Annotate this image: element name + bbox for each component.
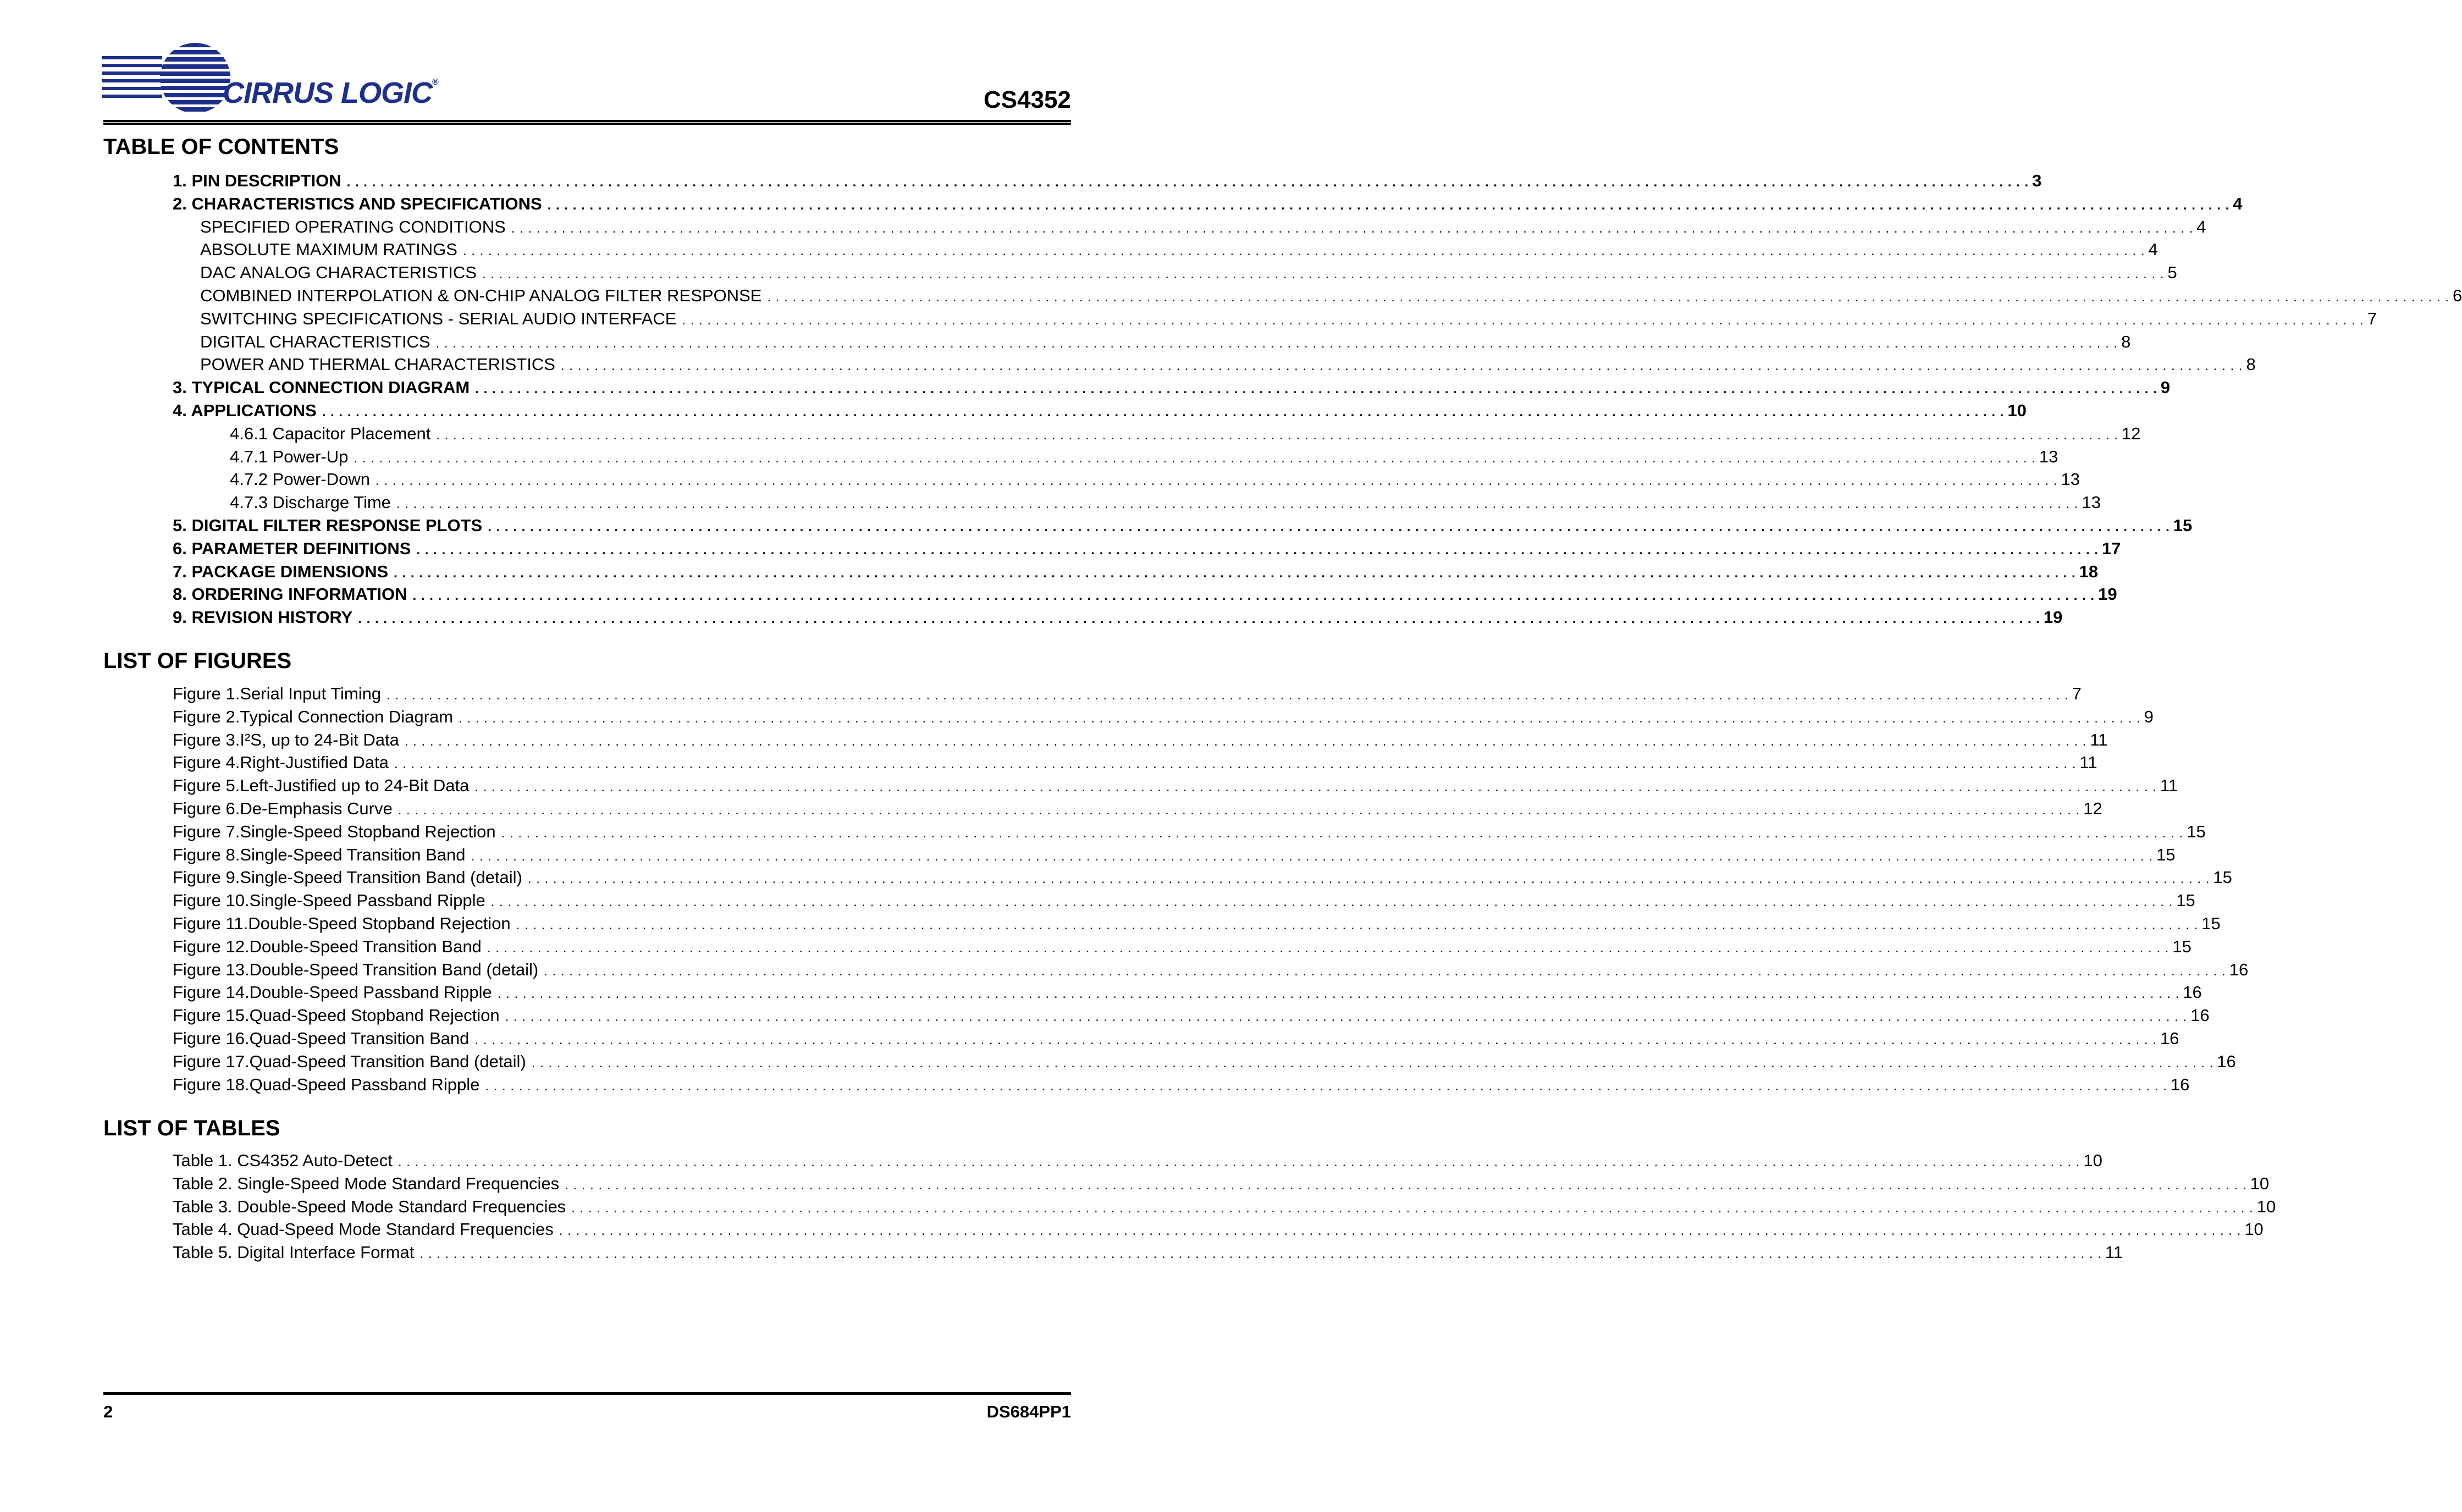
entry-label: DIGITAL CHARACTERISTICS xyxy=(200,332,430,351)
entry-page-number: 15 xyxy=(2176,891,2195,910)
entry-label: Table 2. Single-Speed Mode Standard Frequencies xyxy=(173,1173,560,1193)
entry-label: Figure 6.De-Emphasis Curve xyxy=(173,799,393,818)
dot-leader: . . . . . . . . . . . . . . . . . . . . . . . . . . . . . . . . . . . . . . . . . . . . . . . . . . . . . . . . . . . . . . . . . . . . . . . . . . . . . . . . . . . . . . . . . . . . . . . . . . . . . . . . . . . . . . . . . . . . . . . . . . . . . . . . . . . . . . . . . . . . . . . . . . . . . . . . . . . . . . . . . . . . . . . . . . . . . . . . . . . . . . . . . . . . . . . . . . . . . . . . xyxy=(485,1078,2167,1094)
entry-label: Figure 11.Double-Speed Stopband Rejection xyxy=(173,914,511,933)
dot-leader: . . . . . . . . . . . . . . . . . . . . . . . . . . . . . . . . . . . . . . . . . . . . . . . . . . . . . . . . . . . . . . . . . . . . . . . . . . . . . . . . . . . . . . . . . . . . . . . . . . . . . . . . . . . . . . . . . . . . . . . . . . . . . . . . . . . . . . . . . . . . . . . . . . . . . . . . . . . . . . . . . . . . . . . . . . . . . . . . . . . . . . . . . . . . . . . . . . . . . . . . xyxy=(404,733,2087,749)
entry-label: Figure 2.Typical Connection Diagram xyxy=(173,707,454,726)
entry-page-number: 7 xyxy=(2072,684,2082,703)
toc-entry[interactable] xyxy=(173,752,2097,775)
entry-label: ABSOLUTE MAXIMUM RATINGS xyxy=(200,240,457,260)
dot-leader: . . . . . . . . . . . . . . . . . . . . . . . . . . . . . . . . . . . . . . . . . . . . . . . . . . . . . . . . . . . . . . . . . . . . . . . . . . . . . . . . . . . . . . . . . . . . . . . . . . . . . . . . . . . . . . . . . . . . . . . . . . . . . . . . . . . . . . . . . . . . . . . . . . . . . . . . . . . . . . . . . . . . . . . . . . . . . . . . . . . . . . . . . . . . . . . . . . . . . . . . xyxy=(474,780,2157,795)
toc-entry[interactable] xyxy=(173,982,2202,1005)
toc-entry[interactable] xyxy=(173,1196,2276,1219)
dot-leader: . . . . . . . . . . . . . . . . . . . . . . . . . . . . . . . . . . . . . . . . . . . . . . . . . . . . . . . . . . . . . . . . . . . . . . . . . . . . . . . . . . . . . . . . . . . . . . . . . . . . . . . . . . . . . . . . . . . . . . . . . . . . . . . . . . . . . . . . . . . . . . . . . . . . . . . . . . . . . . . . . . . . . . . . . . . . . . . . . . . . . . . . . . . . . . . . . . . . . . . . xyxy=(497,986,2180,1002)
toc-entry[interactable] xyxy=(173,867,2232,890)
entry-label: Figure 9.Single-Speed Transition Band (detail) xyxy=(173,868,522,887)
entry-page-number: 10 xyxy=(2244,1219,2264,1239)
entry-page-number: 15 xyxy=(2172,936,2191,956)
entry-label: 7. PACKAGE DIMENSIONS xyxy=(173,561,389,581)
cirrus-logic-logo xyxy=(102,38,443,115)
logo-wordmark: CIRRUS LOGIC® xyxy=(223,76,438,109)
entry-page-number: 16 xyxy=(2229,959,2249,979)
entry-page-number: 4 xyxy=(2233,194,2243,213)
dot-leader: . . . . . . . . . . . . . . . . . . . . . . . . . . . . . . . . . . . . . . . . . . . . . . . . . . . . . . . . . . . . . . . . . . . . . . . . . . . . . . . . . . . . . . . . . . . . . . . . . . . . . . . . . . . . . . . . . . . . . . . . . . . . . . . . . . . . . . . . . . . . . . . . . . . . . . . . . . . . . . . . . . . . . . . . . . . . . . . . . . . . . . . . . . . . . . . . . . . . . . . . xyxy=(419,1246,2102,1262)
toc-entry[interactable] xyxy=(173,607,2063,630)
entry-page-number: 10 xyxy=(2083,1151,2102,1170)
toc-entry[interactable] xyxy=(173,936,2191,959)
dot-leader: . . . . . . . . . . . . . . . . . . . . . . . . . . . . . . . . . . . . . . . . . . . . . . . . . . . . . . . . . . . . . . . . . . . . . . . . . . . . . . . . . . . . . . . . . . . . . . . . . . . . . . . . . . . . . . . . . . . . . . . . . . . . . . . . . . . . . . . . . . . . . . . . . . . . . . . . . . . . . . . . . . . . . . . . . . . . . . . . . . . . . . . . . . . . . . . . . . . . . . . . xyxy=(571,1200,2254,1216)
dot-leader: . . . . . . . . . . . . . . . . . . . . . . . . . . . . . . . . . . . . . . . . . . . . . . . . . . . . . . . . . . . . . . . . . . . . . . . . . . . . . . . . . . . . . . . . . . . . . . . . . . . . . . . . . . . . . . . . . . . . . . . . . . . . . . . . . . . . . . . . . . . . . . . . . . . . . . . . . . . . . . . . . . . . . . . . . . . . . . . . . . . . . . . . . . . . . . . . . . . . . . . . xyxy=(544,963,2226,979)
entry-page-number: 8 xyxy=(2121,332,2131,351)
entry-page-number: 17 xyxy=(2102,538,2121,558)
entry-page-number: 19 xyxy=(2098,584,2117,604)
toc-entry[interactable] xyxy=(173,959,2249,982)
toc-entry[interactable] xyxy=(200,217,2206,239)
toc-entry[interactable] xyxy=(200,308,2377,331)
entry-page-number: 16 xyxy=(2217,1051,2236,1071)
entry-page-number: 11 xyxy=(2079,753,2097,772)
entry-label: Figure 8.Single-Speed Transition Band xyxy=(173,845,466,864)
entry-page-number: 16 xyxy=(2183,983,2202,1002)
page-number: 2 xyxy=(103,1402,113,1421)
entry-page-number: 15 xyxy=(2156,845,2176,864)
toc-entry[interactable] xyxy=(173,1074,2190,1097)
entry-label: Table 1. CS4352 Auto-Detect xyxy=(173,1151,393,1170)
dot-leader: . . . . . . . . . . . . . . . . . . . . . . . . . . . . . . . . . . . . . . . . . . . . . . . . . . . . . . . . . . . . . . . . . . . . . . . . . . . . . . . . . . . . . . . . . . . . . . . . . . . . . . . . . . . . . . . . . . . . . . . . . . . . . . . . . . . . . . . . . . . . . . . . . . . . . . . . . . . . . . . . . . . . . . . . . . . . . . . . . . . . . . . . . . . . . . . . . . . . . . . . xyxy=(482,267,2165,282)
toc-entry[interactable] xyxy=(173,683,2082,706)
toc-entry[interactable] xyxy=(173,400,2027,423)
dot-leader: . . . . . . . . . . . . . . . . . . . . . . . . . . . . . . . . . . . . . . . . . . . . . . . . . . . . . . . . . . . . . . . . . . . . . . . . . . . . . . . . . . . . . . . . . . . . . . . . . . . . . . . . . . . . . . . . . . . . . . . . . . . . . . . . . . . . . . . . . . . . . . . . . . . . . . . . . . . . . . . . . . . . . . . . . . . . . . . . . . . . . . . . . . . . . . . . . . . . . . . . xyxy=(511,220,2194,236)
entry-page-number: 6 xyxy=(2453,286,2462,305)
dot-leader: . . . . . . . . . . . . . . . . . . . . . . . . . . . . . . . . . . . . . . . . . . . . . . . . . . . . . . . . . . . . . . . . . . . . . . . . . . . . . . . . . . . . . . . . . . . . . . . . . . . . . . . . . . . . . . . . . . . . . . . . . . . . . . . . . . . . . . . . . . . . . . . . . . . . . . . . . . . . . . . . . . . . . . . . . . . . . . . . . . . . . . . . . . . . . . . . . . . . . . . . xyxy=(490,895,2173,910)
entry-label: 8. ORDERING INFORMATION xyxy=(173,584,407,604)
toc-entry[interactable] xyxy=(200,239,2158,262)
entry-label: 4. APPLICATIONS xyxy=(173,401,317,420)
toc-entry[interactable] xyxy=(173,377,2171,400)
toc-entry[interactable] xyxy=(173,1242,2123,1265)
entry-label: COMBINED INTERPOLATION & ON-CHIP ANALOG FILTER RESPONSE xyxy=(200,286,762,305)
entry-label: Figure 14.Double-Speed Passband Ripple xyxy=(173,983,492,1002)
entry-page-number: 5 xyxy=(2167,263,2177,283)
dot-leader: . . . . . . . . . . . . . . . . . . . . . . . . . . . . . . . . . . . . . . . . . . . . . . . . . . . . . . . . . . . . . . . . . . . . . . . . . . . . . . . . . . . . . . . . . . . . . . . . . . . . . . . . . . . . . . . . . . . . . . . . . . . . . . . . . . . . . . . . . . . . . . . . . . . . . . . . . . . . . . . . . . . . . . . . . . . . . . . . . . . . . . . . . . . . . . . . . . . . . . . . xyxy=(474,1033,2157,1047)
entry-page-number: 19 xyxy=(2043,608,2063,627)
entry-label: Table 5. Digital Interface Format xyxy=(173,1243,415,1262)
entry-label: Table 4. Quad-Speed Mode Standard Frequencies xyxy=(173,1219,554,1239)
toc-entry[interactable] xyxy=(173,194,2243,216)
dot-leader: . . . . . . . . . . . . . . . . . . . . . . . . . . . . . . . . . . . . . . . . . . . . . . . . . . . . . . . . . . . . . . . . . . . . . . . . . . . . . . . . . . . . . . . . . . . . . . . . . . . . . . . . . . . . . . . . . . . . . . . . . . . . . . . . . . . . . . . . . . . . . . . . . . . . . . . . . . . . . . . . . . . . . . . . . . . . . . . . . . . . . . . . . . . . . . . . . . . . . . . . xyxy=(547,197,2230,213)
dot-leader: . . . . . . . . . . . . . . . . . . . . . . . . . . . . . . . . . . . . . . . . . . . . . . . . . . . . . . . . . . . . . . . . . . . . . . . . . . . . . . . . . . . . . . . . . . . . . . . . . . . . . . . . . . . . . . . . . . . . . . . . . . . . . . . . . . . . . . . . . . . . . . . . . . . . . . . . . . . . . . . . . . . . . . . . . . . . . . . . . . . . . . . . . . . . . . . . . . . . . . . . xyxy=(459,710,2141,726)
entry-label: Figure 13.Double-Speed Transition Band (detail) xyxy=(173,959,539,979)
dot-leader: . . . . . . . . . . . . . . . . . . . . . . . . . . . . . . . . . . . . . . . . . . . . . . . . . . . . . . . . . . . . . . . . . . . . . . . . . . . . . . . . . . . . . . . . . . . . . . . . . . . . . . . . . . . . . . . . . . . . . . . . . . . . . . . . . . . . . . . . . . . . . . . . . . . . . . . . . . . . . . . . . . . . . . . . . . . . . . . . . . . . . . . . . . . . . . . . . . . . . . . . xyxy=(435,335,2118,351)
entry-page-number: 11 xyxy=(2105,1243,2123,1262)
dot-leader: . . . . . . . . . . . . . . . . . . . . . . . . . . . . . . . . . . . . . . . . . . . . . . . . . . . . . . . . . . . . . . . . . . . . . . . . . . . . . . . . . . . . . . . . . . . . . . . . . . . . . . . . . . . . . . . . . . . . . . . . . . . . . . . . . . . . . . . . . . . . . . . . . . . . . . . . . . . . . . . . . . . . . . . . . . . . . . . . . . . . . . . . . . . . . . . . . . . . . . . . xyxy=(396,496,2079,512)
dot-leader: . . . . . . . . . . . . . . . . . . . . . . . . . . . . . . . . . . . . . . . . . . . . . . . . . . . . . . . . . . . . . . . . . . . . . . . . . . . . . . . . . . . . . . . . . . . . . . . . . . . . . . . . . . . . . . . . . . . . . . . . . . . . . . . . . . . . . . . . . . . . . . . . . . . . . . . . . . . . . . . . . . . . . . . . . . . . . . . . . . . . . . . . . . . . . . . . . . . . . . . . xyxy=(471,848,2154,864)
toc-entry[interactable] xyxy=(173,1219,2264,1241)
entry-label: POWER AND THERMAL CHARACTERISTICS xyxy=(200,355,555,374)
dot-leader: . . . . . . . . . . . . . . . . . . . . . . . . . . . . . . . . . . . . . . . . . . . . . . . . . . . . . . . . . . . . . . . . . . . . . . . . . . . . . . . . . . . . . . . . . . . . . . . . . . . . . . . . . . . . . . . . . . . . . . . . . . . . . . . . . . . . . . . . . . . . . . . . . . . . . . . . . . . . . . . . . . . . . . . . . . . . . . . . . . . . . . . . . . . . . . . . . . . . . . . . xyxy=(416,542,2099,558)
figures-heading: LIST OF FIGURES xyxy=(103,649,292,673)
toc-entry[interactable] xyxy=(200,354,2256,377)
entry-page-number: 13 xyxy=(2082,493,2101,512)
entry-page-number: 9 xyxy=(2160,378,2171,398)
entry-page-number: 10 xyxy=(2007,401,2027,420)
dot-leader: . . . . . . . . . . . . . . . . . . . . . . . . . . . . . . . . . . . . . . . . . . . . . . . . . . . . . . . . . . . . . . . . . . . . . . . . . . . . . . . . . . . . . . . . . . . . . . . . . . . . . . . . . . . . . . . . . . . . . . . . . . . . . . . . . . . . . . . . . . . . . . . . . . . . . . . . . . . . . . . . . . . . . . . . . . . . . . . . . . . . . . . . . . . . . . . . . . . . . . . . xyxy=(346,175,2029,190)
dot-leader: . . . . . . . . . . . . . . . . . . . . . . . . . . . . . . . . . . . . . . . . . . . . . . . . . . . . . . . . . . . . . . . . . . . . . . . . . . . . . . . . . . . . . . . . . . . . . . . . . . . . . . . . . . . . . . . . . . . . . . . . . . . . . . . . . . . . . . . . . . . . . . . . . . . . . . . . . . . . . . . . . . . . . . . . . . . . . . . . . . . . . . . . . . . . . . . . . . . . . . . . xyxy=(531,1055,2214,1070)
entry-page-number: 15 xyxy=(2187,821,2206,841)
entry-page-number: 15 xyxy=(2173,516,2193,535)
toc-entry[interactable] xyxy=(173,913,2221,936)
entry-page-number: 13 xyxy=(2039,446,2058,466)
toc-entry[interactable] xyxy=(173,538,2121,561)
header-rule xyxy=(103,120,1071,125)
entry-label: Figure 16.Quad-Speed Transition Band xyxy=(173,1029,470,1048)
toc-entry[interactable] xyxy=(173,584,2117,606)
cirrus-logo-icon xyxy=(102,38,234,115)
footer-document-code: DS684PP1 xyxy=(986,1402,1071,1421)
entry-label: 3. TYPICAL CONNECTION DIAGRAM xyxy=(173,378,470,398)
tables-heading: LIST OF TABLES xyxy=(103,1116,280,1140)
toc-entry[interactable] xyxy=(173,1005,2210,1028)
document-id: CS4352 xyxy=(983,86,1071,113)
toc-entry[interactable] xyxy=(230,469,2080,492)
entry-page-number: 16 xyxy=(2170,1074,2190,1094)
entry-label: Figure 4.Right-Justified Data xyxy=(173,753,389,772)
dot-leader: . . . . . . . . . . . . . . . . . . . . . . . . . . . . . . . . . . . . . . . . . . . . . . . . . . . . . . . . . . . . . . . . . . . . . . . . . . . . . . . . . . . . . . . . . . . . . . . . . . . . . . . . . . . . . . . . . . . . . . . . . . . . . . . . . . . . . . . . . . . . . . . . . . . . . . . . . . . . . . . . . . . . . . . . . . . . . . . . . . . . . . . . . . . . . . . . . . . . . . . . xyxy=(559,1223,2242,1239)
entry-page-number: 9 xyxy=(2144,707,2154,726)
toc-entry[interactable] xyxy=(173,170,2042,193)
dot-leader: . . . . . . . . . . . . . . . . . . . . . . . . . . . . . . . . . . . . . . . . . . . . . . . . . . . . . . . . . . . . . . . . . . . . . . . . . . . . . . . . . . . . . . . . . . . . . . . . . . . . . . . . . . . . . . . . . . . . . . . . . . . . . . . . . . . . . . . . . . . . . . . . . . . . . . . . . . . . . . . . . . . . . . . . . . . . . . . . . . . . . . . . . . . . . . . . . . . . . . . . xyxy=(398,1155,2080,1169)
entry-label: Figure 12.Double-Speed Transition Band xyxy=(173,936,482,956)
dot-leader: . . . . . . . . . . . . . . . . . . . . . . . . . . . . . . . . . . . . . . . . . . . . . . . . . . . . . . . . . . . . . . . . . . . . . . . . . . . . . . . . . . . . . . . . . . . . . . . . . . . . . . . . . . . . . . . . . . . . . . . . . . . . . . . . . . . . . . . . . . . . . . . . . . . . . . . . . . . . . . . . . . . . . . . . . . . . . . . . . . . . . . . . . . . . . . . . . . . . . . . . xyxy=(394,565,2076,581)
toc-entry[interactable] xyxy=(173,845,2176,867)
dot-leader: . . . . . . . . . . . . . . . . . . . . . . . . . . . . . . . . . . . . . . . . . . . . . . . . . . . . . . . . . . . . . . . . . . . . . . . . . . . . . . . . . . . . . . . . . . . . . . . . . . . . . . . . . . . . . . . . . . . . . . . . . . . . . . . . . . . . . . . . . . . . . . . . . . . . . . . . . . . . . . . . . . . . . . . . . . . . . . . . . . . . . . . . . . . . . . . . . . . . . . . . xyxy=(394,757,2077,772)
dot-leader: . . . . . . . . . . . . . . . . . . . . . . . . . . . . . . . . . . . . . . . . . . . . . . . . . . . . . . . . . . . . . . . . . . . . . . . . . . . . . . . . . . . . . . . . . . . . . . . . . . . . . . . . . . . . . . . . . . . . . . . . . . . . . . . . . . . . . . . . . . . . . . . . . . . . . . . . . . . . . . . . . . . . . . . . . . . . . . . . . . . . . . . . . . . . . . . . . . . . . . . . xyxy=(488,520,2170,534)
dot-leader: . . . . . . . . . . . . . . . . . . . . . . . . . . . . . . . . . . . . . . . . . . . . . . . . . . . . . . . . . . . . . . . . . . . . . . . . . . . . . . . . . . . . . . . . . . . . . . . . . . . . . . . . . . . . . . . . . . . . . . . . . . . . . . . . . . . . . . . . . . . . . . . . . . . . . . . . . . . . . . . . . . . . . . . . . . . . . . . . . . . . . . . . . . . . . . . . . . . . . . . . xyxy=(358,611,2040,627)
entry-label: Figure 5.Left-Justified up to 24-Bit Data xyxy=(173,776,470,796)
entry-label: SPECIFIED OPERATING CONDITIONS xyxy=(200,217,506,236)
dot-leader: . . . . . . . . . . . . . . . . . . . . . . . . . . . . . . . . . . . . . . . . . . . . . . . . . . . . . . . . . . . . . . . . . . . . . . . . . . . . . . . . . . . . . . . . . . . . . . . . . . . . . . . . . . . . . . . . . . . . . . . . . . . . . . . . . . . . . . . . . . . . . . . . . . . . . . . . . . . . . . . . . . . . . . . . . . . . . . . . . . . . . . . . . . . . . . . . . . . . . . . . xyxy=(436,427,2118,443)
entry-page-number: 4 xyxy=(2148,240,2158,260)
entry-page-number: 7 xyxy=(2367,308,2377,328)
entry-label: 4.7.3 Discharge Time xyxy=(230,493,391,512)
toc-entry[interactable] xyxy=(173,890,2195,913)
entry-label: 4.6.1 Capacitor Placement xyxy=(230,423,431,443)
toc-entry[interactable] xyxy=(173,775,2178,798)
toc-entry[interactable] xyxy=(200,285,2462,308)
toc-entry[interactable] xyxy=(173,1173,2270,1196)
dot-leader: . . . . . . . . . . . . . . . . . . . . . . . . . . . . . . . . . . . . . . . . . . . . . . . . . . . . . . . . . . . . . . . . . . . . . . . . . . . . . . . . . . . . . . . . . . . . . . . . . . . . . . . . . . . . . . . . . . . . . . . . . . . . . . . . . . . . . . . . . . . . . . . . . . . . . . . . . . . . . . . . . . . . . . . . . . . . . . . . . . . . . . . . . . . . . . . . . . . . . . . . xyxy=(376,473,2058,489)
entry-label: SWITCHING SPECIFICATIONS - SERIAL AUDIO INTERFACE xyxy=(200,308,677,328)
toc-entry[interactable] xyxy=(173,1150,2102,1173)
entry-page-number: 12 xyxy=(2121,423,2141,443)
entry-label: 9. REVISION HISTORY xyxy=(173,608,353,627)
entry-page-number: 10 xyxy=(2250,1173,2270,1193)
toc-entry[interactable] xyxy=(230,423,2141,446)
dot-leader: . . . . . . . . . . . . . . . . . . . . . . . . . . . . . . . . . . . . . . . . . . . . . . . . . . . . . . . . . . . . . . . . . . . . . . . . . . . . . . . . . . . . . . . . . . . . . . . . . . . . . . . . . . . . . . . . . . . . . . . . . . . . . . . . . . . . . . . . . . . . . . . . . . . . . . . . . . . . . . . . . . . . . . . . . . . . . . . . . . . . . . . . . . . . . . . . . . . . . . . . xyxy=(501,825,2184,841)
entry-page-number: 12 xyxy=(2083,799,2102,818)
entry-page-number: 15 xyxy=(2201,914,2221,933)
entry-label: DAC ANALOG CHARACTERISTICS xyxy=(200,263,477,283)
dot-leader: . . . . . . . . . . . . . . . . . . . . . . . . . . . . . . . . . . . . . . . . . . . . . . . . . . . . . . . . . . . . . . . . . . . . . . . . . . . . . . . . . . . . . . . . . . . . . . . . . . . . . . . . . . . . . . . . . . . . . . . . . . . . . . . . . . . . . . . . . . . . . . . . . . . . . . . . . . . . . . . . . . . . . . . . . . . . . . . . . . . . . . . . . . . . . . . . . . . . . . . . xyxy=(412,588,2095,604)
dot-leader: . . . . . . . . . . . . . . . . . . . . . . . . . . . . . . . . . . . . . . . . . . . . . . . . . . . . . . . . . . . . . . . . . . . . . . . . . . . . . . . . . . . . . . . . . . . . . . . . . . . . . . . . . . . . . . . . . . . . . . . . . . . . . . . . . . . . . . . . . . . . . . . . . . . . . . . . . . . . . . . . . . . . . . . . . . . . . . . . . . . . . . . . . . . . . . . . . . . . . . . . xyxy=(462,244,2145,259)
dot-leader: . . . . . . . . . . . . . . . . . . . . . . . . . . . . . . . . . . . . . . . . . . . . . . . . . . . . . . . . . . . . . . . . . . . . . . . . . . . . . . . . . . . . . . . . . . . . . . . . . . . . . . . . . . . . . . . . . . . . . . . . . . . . . . . . . . . . . . . . . . . . . . . . . . . . . . . . . . . . . . . . . . . . . . . . . . . . . . . . . . . . . . . . . . . . . . . . . . . . . . . . xyxy=(505,1009,2188,1025)
dot-leader: . . . . . . . . . . . . . . . . . . . . . . . . . . . . . . . . . . . . . . . . . . . . . . . . . . . . . . . . . . . . . . . . . . . . . . . . . . . . . . . . . . . . . . . . . . . . . . . . . . . . . . . . . . . . . . . . . . . . . . . . . . . . . . . . . . . . . . . . . . . . . . . . . . . . . . . . . . . . . . . . . . . . . . . . . . . . . . . . . . . . . . . . . . . . . . . . . . . . . . . . xyxy=(565,1177,2247,1193)
dot-leader: . . . . . . . . . . . . . . . . . . . . . . . . . . . . . . . . . . . . . . . . . . . . . . . . . . . . . . . . . . . . . . . . . . . . . . . . . . . . . . . . . . . . . . . . . . . . . . . . . . . . . . . . . . . . . . . . . . . . . . . . . . . . . . . . . . . . . . . . . . . . . . . . . . . . . . . . . . . . . . . . . . . . . . . . . . . . . . . . . . . . . . . . . . . . . . . . . . . . . . . . xyxy=(767,290,2449,305)
toc-entry[interactable] xyxy=(173,561,2099,584)
toc-entry[interactable] xyxy=(173,707,2154,729)
entry-label: 5. DIGITAL FILTER RESPONSE PLOTS xyxy=(173,516,483,535)
entry-label: Figure 17.Quad-Speed Transition Band (detail) xyxy=(173,1051,526,1071)
dot-leader: . . . . . . . . . . . . . . . . . . . . . . . . . . . . . . . . . . . . . . . . . . . . . . . . . . . . . . . . . . . . . . . . . . . . . . . . . . . . . . . . . . . . . . . . . . . . . . . . . . . . . . . . . . . . . . . . . . . . . . . . . . . . . . . . . . . . . . . . . . . . . . . . . . . . . . . . . . . . . . . . . . . . . . . . . . . . . . . . . . . . . . . . . . . . . . . . . . . . . . . . xyxy=(527,871,2210,887)
dot-leader: . . . . . . . . . . . . . . . . . . . . . . . . . . . . . . . . . . . . . . . . . . . . . . . . . . . . . . . . . . . . . . . . . . . . . . . . . . . . . . . . . . . . . . . . . . . . . . . . . . . . . . . . . . . . . . . . . . . . . . . . . . . . . . . . . . . . . . . . . . . . . . . . . . . . . . . . . . . . . . . . . . . . . . . . . . . . . . . . . . . . . . . . . . . . . . . . . . . . . . . . xyxy=(475,382,2157,397)
entry-page-number: 15 xyxy=(2213,868,2232,887)
toc-entry[interactable] xyxy=(173,798,2102,821)
toc-entry[interactable] xyxy=(173,1028,2179,1051)
toc-entry[interactable] xyxy=(200,332,2131,354)
entry-label: Figure 3.I²S, up to 24-Bit Data xyxy=(173,730,399,749)
toc-heading: TABLE OF CONTENTS xyxy=(103,135,339,159)
entry-page-number: 16 xyxy=(2160,1029,2179,1048)
dot-leader: . . . . . . . . . . . . . . . . . . . . . . . . . . . . . . . . . . . . . . . . . . . . . . . . . . . . . . . . . . . . . . . . . . . . . . . . . . . . . . . . . . . . . . . . . . . . . . . . . . . . . . . . . . . . . . . . . . . . . . . . . . . . . . . . . . . . . . . . . . . . . . . . . . . . . . . . . . . . . . . . . . . . . . . . . . . . . . . . . . . . . . . . . . . . . . . . . . . . . . . . xyxy=(354,450,2036,466)
dot-leader: . . . . . . . . . . . . . . . . . . . . . . . . . . . . . . . . . . . . . . . . . . . . . . . . . . . . . . . . . . . . . . . . . . . . . . . . . . . . . . . . . . . . . . . . . . . . . . . . . . . . . . . . . . . . . . . . . . . . . . . . . . . . . . . . . . . . . . . . . . . . . . . . . . . . . . . . . . . . . . . . . . . . . . . . . . . . . . . . . . . . . . . . . . . . . . . . . . . . . . . . xyxy=(387,688,2069,703)
entry-page-number: 10 xyxy=(2256,1196,2276,1216)
entry-label: Figure 7.Single-Speed Stopband Rejection xyxy=(173,821,496,841)
toc-entry[interactable] xyxy=(173,821,2206,844)
entry-page-number: 16 xyxy=(2190,1006,2210,1025)
dot-leader: . . . . . . . . . . . . . . . . . . . . . . . . . . . . . . . . . . . . . . . . . . . . . . . . . . . . . . . . . . . . . . . . . . . . . . . . . . . . . . . . . . . . . . . . . . . . . . . . . . . . . . . . . . . . . . . . . . . . . . . . . . . . . . . . . . . . . . . . . . . . . . . . . . . . . . . . . . . . . . . . . . . . . . . . . . . . . . . . . . . . . . . . . . . . . . . . . . . . . . . . xyxy=(560,358,2243,374)
entry-label: Table 3. Double-Speed Mode Standard Frequencies xyxy=(173,1196,566,1216)
entry-label: 2. CHARACTERISTICS AND SPECIFICATIONS xyxy=(173,194,542,213)
entry-label: 6. PARAMETER DEFINITIONS xyxy=(173,538,411,558)
entry-page-number: 8 xyxy=(2246,355,2256,374)
entry-page-number: 4 xyxy=(2196,217,2206,236)
entry-page-number: 13 xyxy=(2061,470,2080,489)
dot-leader: . . . . . . . . . . . . . . . . . . . . . . . . . . . . . . . . . . . . . . . . . . . . . . . . . . . . . . . . . . . . . . . . . . . . . . . . . . . . . . . . . . . . . . . . . . . . . . . . . . . . . . . . . . . . . . . . . . . . . . . . . . . . . . . . . . . . . . . . . . . . . . . . . . . . . . . . . . . . . . . . . . . . . . . . . . . . . . . . . . . . . . . . . . . . . . . . . . . . . . . . xyxy=(682,312,2364,328)
toc-entry[interactable] xyxy=(230,492,2101,515)
toc-entry[interactable] xyxy=(173,515,2193,538)
dot-leader: . . . . . . . . . . . . . . . . . . . . . . . . . . . . . . . . . . . . . . . . . . . . . . . . . . . . . . . . . . . . . . . . . . . . . . . . . . . . . . . . . . . . . . . . . . . . . . . . . . . . . . . . . . . . . . . . . . . . . . . . . . . . . . . . . . . . . . . . . . . . . . . . . . . . . . . . . . . . . . . . . . . . . . . . . . . . . . . . . . . . . . . . . . . . . . . . . . . . . . . . xyxy=(398,803,2080,818)
entry-label: 4.7.1 Power-Up xyxy=(230,446,349,466)
toc-entry[interactable] xyxy=(200,262,2177,285)
toc-entry[interactable] xyxy=(230,446,2058,469)
entry-page-number: 18 xyxy=(2079,561,2099,581)
entry-page-number: 3 xyxy=(2032,171,2042,190)
dot-leader: . . . . . . . . . . . . . . . . . . . . . . . . . . . . . . . . . . . . . . . . . . . . . . . . . . . . . . . . . . . . . . . . . . . . . . . . . . . . . . . . . . . . . . . . . . . . . . . . . . . . . . . . . . . . . . . . . . . . . . . . . . . . . . . . . . . . . . . . . . . . . . . . . . . . . . . . . . . . . . . . . . . . . . . . . . . . . . . . . . . . . . . . . . . . . . . . . . . . . . . . xyxy=(322,405,2005,420)
entry-label: Figure 1.Serial Input Timing xyxy=(173,684,382,703)
toc-entry[interactable] xyxy=(173,1051,2236,1074)
entry-label: Figure 18.Quad-Speed Passband Ripple xyxy=(173,1074,480,1094)
entry-label: 1. PIN DESCRIPTION xyxy=(173,171,341,190)
toc-entry[interactable] xyxy=(173,730,2108,752)
dot-leader: . . . . . . . . . . . . . . . . . . . . . . . . . . . . . . . . . . . . . . . . . . . . . . . . . . . . . . . . . . . . . . . . . . . . . . . . . . . . . . . . . . . . . . . . . . . . . . . . . . . . . . . . . . . . . . . . . . . . . . . . . . . . . . . . . . . . . . . . . . . . . . . . . . . . . . . . . . . . . . . . . . . . . . . . . . . . . . . . . . . . . . . . . . . . . . . . . . . . . . . . xyxy=(487,940,2170,956)
dot-leader: . . . . . . . . . . . . . . . . . . . . . . . . . . . . . . . . . . . . . . . . . . . . . . . . . . . . . . . . . . . . . . . . . . . . . . . . . . . . . . . . . . . . . . . . . . . . . . . . . . . . . . . . . . . . . . . . . . . . . . . . . . . . . . . . . . . . . . . . . . . . . . . . . . . . . . . . . . . . . . . . . . . . . . . . . . . . . . . . . . . . . . . . . . . . . . . . . . . . . . . . xyxy=(516,918,2199,932)
entry-label: Figure 10.Single-Speed Passband Ripple xyxy=(173,891,485,910)
footer-rule xyxy=(103,1392,1071,1395)
entry-label: 4.7.2 Power-Down xyxy=(230,470,371,489)
entry-label: Figure 15.Quad-Speed Stopband Rejection xyxy=(173,1006,500,1025)
entry-page-number: 11 xyxy=(2090,730,2108,749)
entry-page-number: 11 xyxy=(2160,776,2178,796)
